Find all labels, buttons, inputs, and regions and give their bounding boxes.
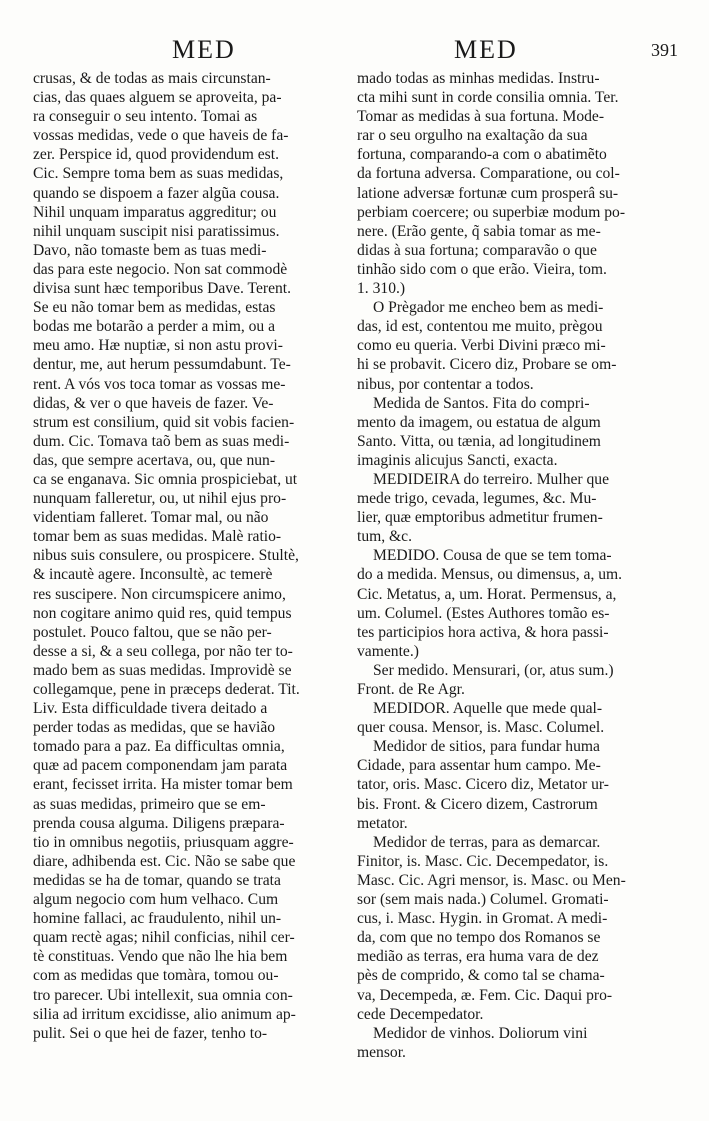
text-line: Medidor de vinhos. Doliorum vini	[373, 1024, 588, 1042]
text-line: dum. Cic. Tomava taõ bem as suas medi-	[33, 432, 290, 450]
text-line: didas à sua fortuna; comparavão o que	[357, 241, 597, 259]
text-line: hi se probavit. Cicero diz, Probare se om-	[357, 356, 617, 374]
text-line: erant, fecisset irrita. Ha mister tomar bem	[33, 776, 293, 794]
text-line: tinhão sido com o que erão. Vieira, tom.	[357, 260, 607, 278]
text-line: 1. 310.)	[357, 280, 406, 298]
text-line: prenda cousa alguma. Diligens præpara-	[33, 814, 285, 832]
text-line: MEDIDO. Cousa de que se tem toma-	[373, 547, 612, 565]
text-line: Davo, não tomaste bem as tuas medi-	[33, 241, 267, 259]
text-line: didas, & ver o que haveis de fazer. Ve-	[33, 394, 274, 412]
text-line: va, Decempeda, æ. Fem. Cic. Daqui pro-	[357, 986, 613, 1004]
text-line: & incautè agere. Inconsultè, ac temerè	[33, 566, 273, 584]
text-line: ra conseguir o seu intento. Tomai as	[33, 108, 258, 126]
text-line: medidas se ha de tomar, quando se trata	[33, 871, 281, 889]
text-line: zer. Perspice id, quod providendum est.	[33, 146, 279, 164]
text-line: Cic. Metatus, a, um. Horat. Permensus, a,	[357, 585, 617, 603]
text-line: algum negocio com hum velhaco. Cum	[33, 891, 279, 909]
text-line: perder todas as medidas, que se havião	[33, 719, 276, 737]
text-line: vamente.)	[357, 642, 419, 660]
text-line: sor (sem mais nada.) Columel. Gromati-	[357, 891, 609, 909]
text-line: homine fallaci, ac fraudulento, nihil un-	[33, 910, 282, 928]
text-line: non cogitare animo quid res, quid tempus	[33, 604, 292, 622]
text-line: cede Decempedator.	[357, 1005, 484, 1023]
text-line: lier, quæ emptoribus admetitur frumen-	[357, 509, 603, 527]
text-line: ca se enganava. Sic omnia prospiciebat, ut	[33, 470, 298, 488]
text-line: videntiam falleret. Tomar mal, ou não	[33, 509, 269, 527]
text-line: desse a si, & a seu collega, por não ter to-	[33, 642, 293, 660]
page-number: 391	[651, 40, 678, 60]
text-line: imaginis alicujus Sancti, exacta.	[357, 451, 558, 469]
text-line: MEDIDOR. Aquelle que mede qual-	[373, 700, 603, 718]
text-line: Se eu não tomar bem as medidas, estas	[33, 299, 276, 317]
text-line: silia ad irritum excidisse, alio animum ap-	[33, 1005, 296, 1023]
text-line: pulit. Sei o que hei de fazer, tenho to-	[33, 1024, 268, 1042]
text-line: latione adversæ fortunæ cum prosperâ su-	[357, 184, 619, 202]
text-line: mensor.	[357, 1043, 406, 1061]
text-line: da fortuna adversa. Comparatione, ou col-	[357, 165, 620, 183]
text-line: da, com que no tempo dos Romanos se	[357, 929, 601, 947]
text-line: perbiam coercere; ou superbiæ modum po-	[357, 203, 626, 221]
text-line: pès de comprido, & como tal se chama-	[357, 967, 605, 985]
text-line: nere. (Erão gente, q̃ sabia tomar as me-	[357, 222, 601, 240]
text-line: nihil unquam suscipit nisi paratissimus.	[33, 222, 280, 240]
text-line: bis. Front. & Cicero dizem, Castrorum	[357, 795, 598, 813]
text-line: tator, oris. Masc. Cicero diz, Metator ur-	[357, 776, 609, 794]
text-line: as suas medidas, primeiro que se em-	[33, 795, 266, 813]
text-line: das, que sempre acertava, ou, que nun-	[33, 451, 276, 469]
text-line: tio in omnibus negotiis, priusquam aggre-	[33, 833, 294, 851]
text-line: collegamque, pene in præceps dederat. Tit.	[33, 681, 300, 698]
text-line: Masc. Cic. Agri mensor, is. Masc. ou Men-	[357, 871, 626, 889]
text-line: cus, i. Masc. Hygin. in Gromat. A medi-	[357, 910, 608, 928]
text-line: quando se dispoem a fazer algũa cousa.	[33, 184, 280, 202]
text-line: Medidor de terras, para as demarcar.	[373, 833, 601, 851]
text-line: nibus suis consulere, ou prospicere. Stultè,	[33, 547, 299, 565]
text-line: tes participios hora activa, & hora passi-	[357, 623, 609, 641]
text-line: divisa sunt hæc temporibus Dave. Terent.	[33, 280, 292, 298]
text-line: das, id est, contentou me muito, prègou	[357, 318, 603, 336]
text-line: Medidor de sitios, para fundar huma	[373, 738, 600, 756]
text-line: mado bem as suas medidas. Improvidè se	[33, 661, 292, 679]
text-line: medião as terras, era huma vara de dez	[357, 948, 599, 966]
text-line: das para este negocio. Non sat commodè	[33, 260, 288, 278]
text-line: fortuna, comparando-a com o abatimẽto	[357, 146, 607, 164]
text-line: Ser medido. Mensurari, (or, atus sum.)	[373, 661, 614, 679]
text-line: Nihil unquam imparatus aggreditur; ou	[33, 203, 277, 221]
text-line: tro parecer. Ubi intellexit, sua omnia con-	[33, 986, 293, 1004]
text-line: Finitor, is. Masc. Cic. Decempedator, is.	[357, 852, 609, 870]
text-line: quam rectè agas; nihil conficias, nihil cer-	[33, 929, 295, 947]
running-head-left: MED	[172, 35, 236, 64]
text-line: bodas me botarão a perder a mim, ou a	[33, 318, 276, 336]
text-line: res suscipere. Non circumspicere animo,	[33, 585, 286, 603]
text-line: nibus, por contentar a todos.	[357, 375, 534, 393]
text-line: diare, adhibenda est. Cic. Não se sabe que	[33, 852, 296, 870]
text-line: quer cousa. Mensor, is. Masc. Columel.	[357, 719, 605, 737]
right-column	[357, 69, 681, 1062]
text-line: com as medidas que tomàra, tomou ou-	[33, 967, 279, 985]
text-line: postulet. Pouco faltou, que se não per-	[33, 623, 272, 641]
text-line: mede trigo, cevada, legumes, &c. Mu-	[357, 490, 597, 508]
text-line: do a medida. Mensus, ou dimensus, a, um.	[357, 566, 623, 584]
text-line: tomar bem as suas medidas. Malè ratio-	[33, 528, 282, 546]
text-line: Cic. Sempre toma bem as suas medidas,	[33, 165, 284, 183]
text-line: Medida de Santos. Fita do compri-	[373, 394, 590, 412]
text-line: strum est consilium, quid sit vobis facien-	[33, 413, 295, 431]
text-line: Liv. Esta difficuldade tivera deitado a	[33, 700, 268, 718]
text-line: dentur, me, aut herum pessumdabunt. Te-	[33, 356, 291, 374]
running-head-right: MED	[454, 35, 518, 64]
text-line: MEDIDEIRA do terreiro. Mulher que	[373, 470, 610, 488]
text-line: O Prègador me encheo bem as medi-	[373, 299, 604, 317]
text-line: nunquam falleretur, ou, ut nihil ejus pro-	[33, 490, 287, 508]
text-line: mado todas as minhas medidas. Instru-	[357, 70, 600, 87]
text-line: rent. A vós vos toca tomar as vossas me-	[33, 375, 286, 393]
text-line: tè constituas. Vendo que não lhe hia bem	[33, 948, 288, 966]
text-line: cias, das quaes alguem se aproveita, pa-	[33, 89, 282, 107]
text-line: mento da imagem, ou estatua de algum	[357, 413, 601, 431]
text-line: metator.	[357, 814, 408, 832]
text-line: um. Columel. (Estes Authores tomão es-	[357, 604, 610, 622]
text-line: vossas medidas, vede o que haveis de fa-	[33, 127, 289, 145]
text-line: cta mihi sunt in corde consilia omnia. Ter.	[357, 89, 619, 107]
text-line: quæ ad pacem componendam jam parata	[33, 757, 288, 775]
text-line: Front. de Re Agr.	[357, 681, 465, 698]
text-line: como eu queria. Verbi Divini præco mi-	[357, 337, 606, 355]
text-line: rar o seu orgulho na exaltação da sua	[357, 127, 588, 145]
text-line: meu amo. Hæ nuptiæ, si non astu provi-	[33, 337, 283, 355]
text-line: crusas, & de todas as mais circunstan-	[33, 70, 271, 87]
text-line: tomado para a paz. Ea difficultas omnia,	[33, 738, 285, 756]
text-line: Cidade, para assentar hum campo. Me-	[357, 757, 601, 775]
text-line: tum, &c.	[357, 528, 413, 546]
text-line: Santo. Vitta, ou tænia, ad longitudinem	[357, 432, 601, 450]
text-line: Tomar as medidas à sua fortuna. Mode-	[357, 108, 605, 126]
left-column	[33, 69, 341, 1043]
